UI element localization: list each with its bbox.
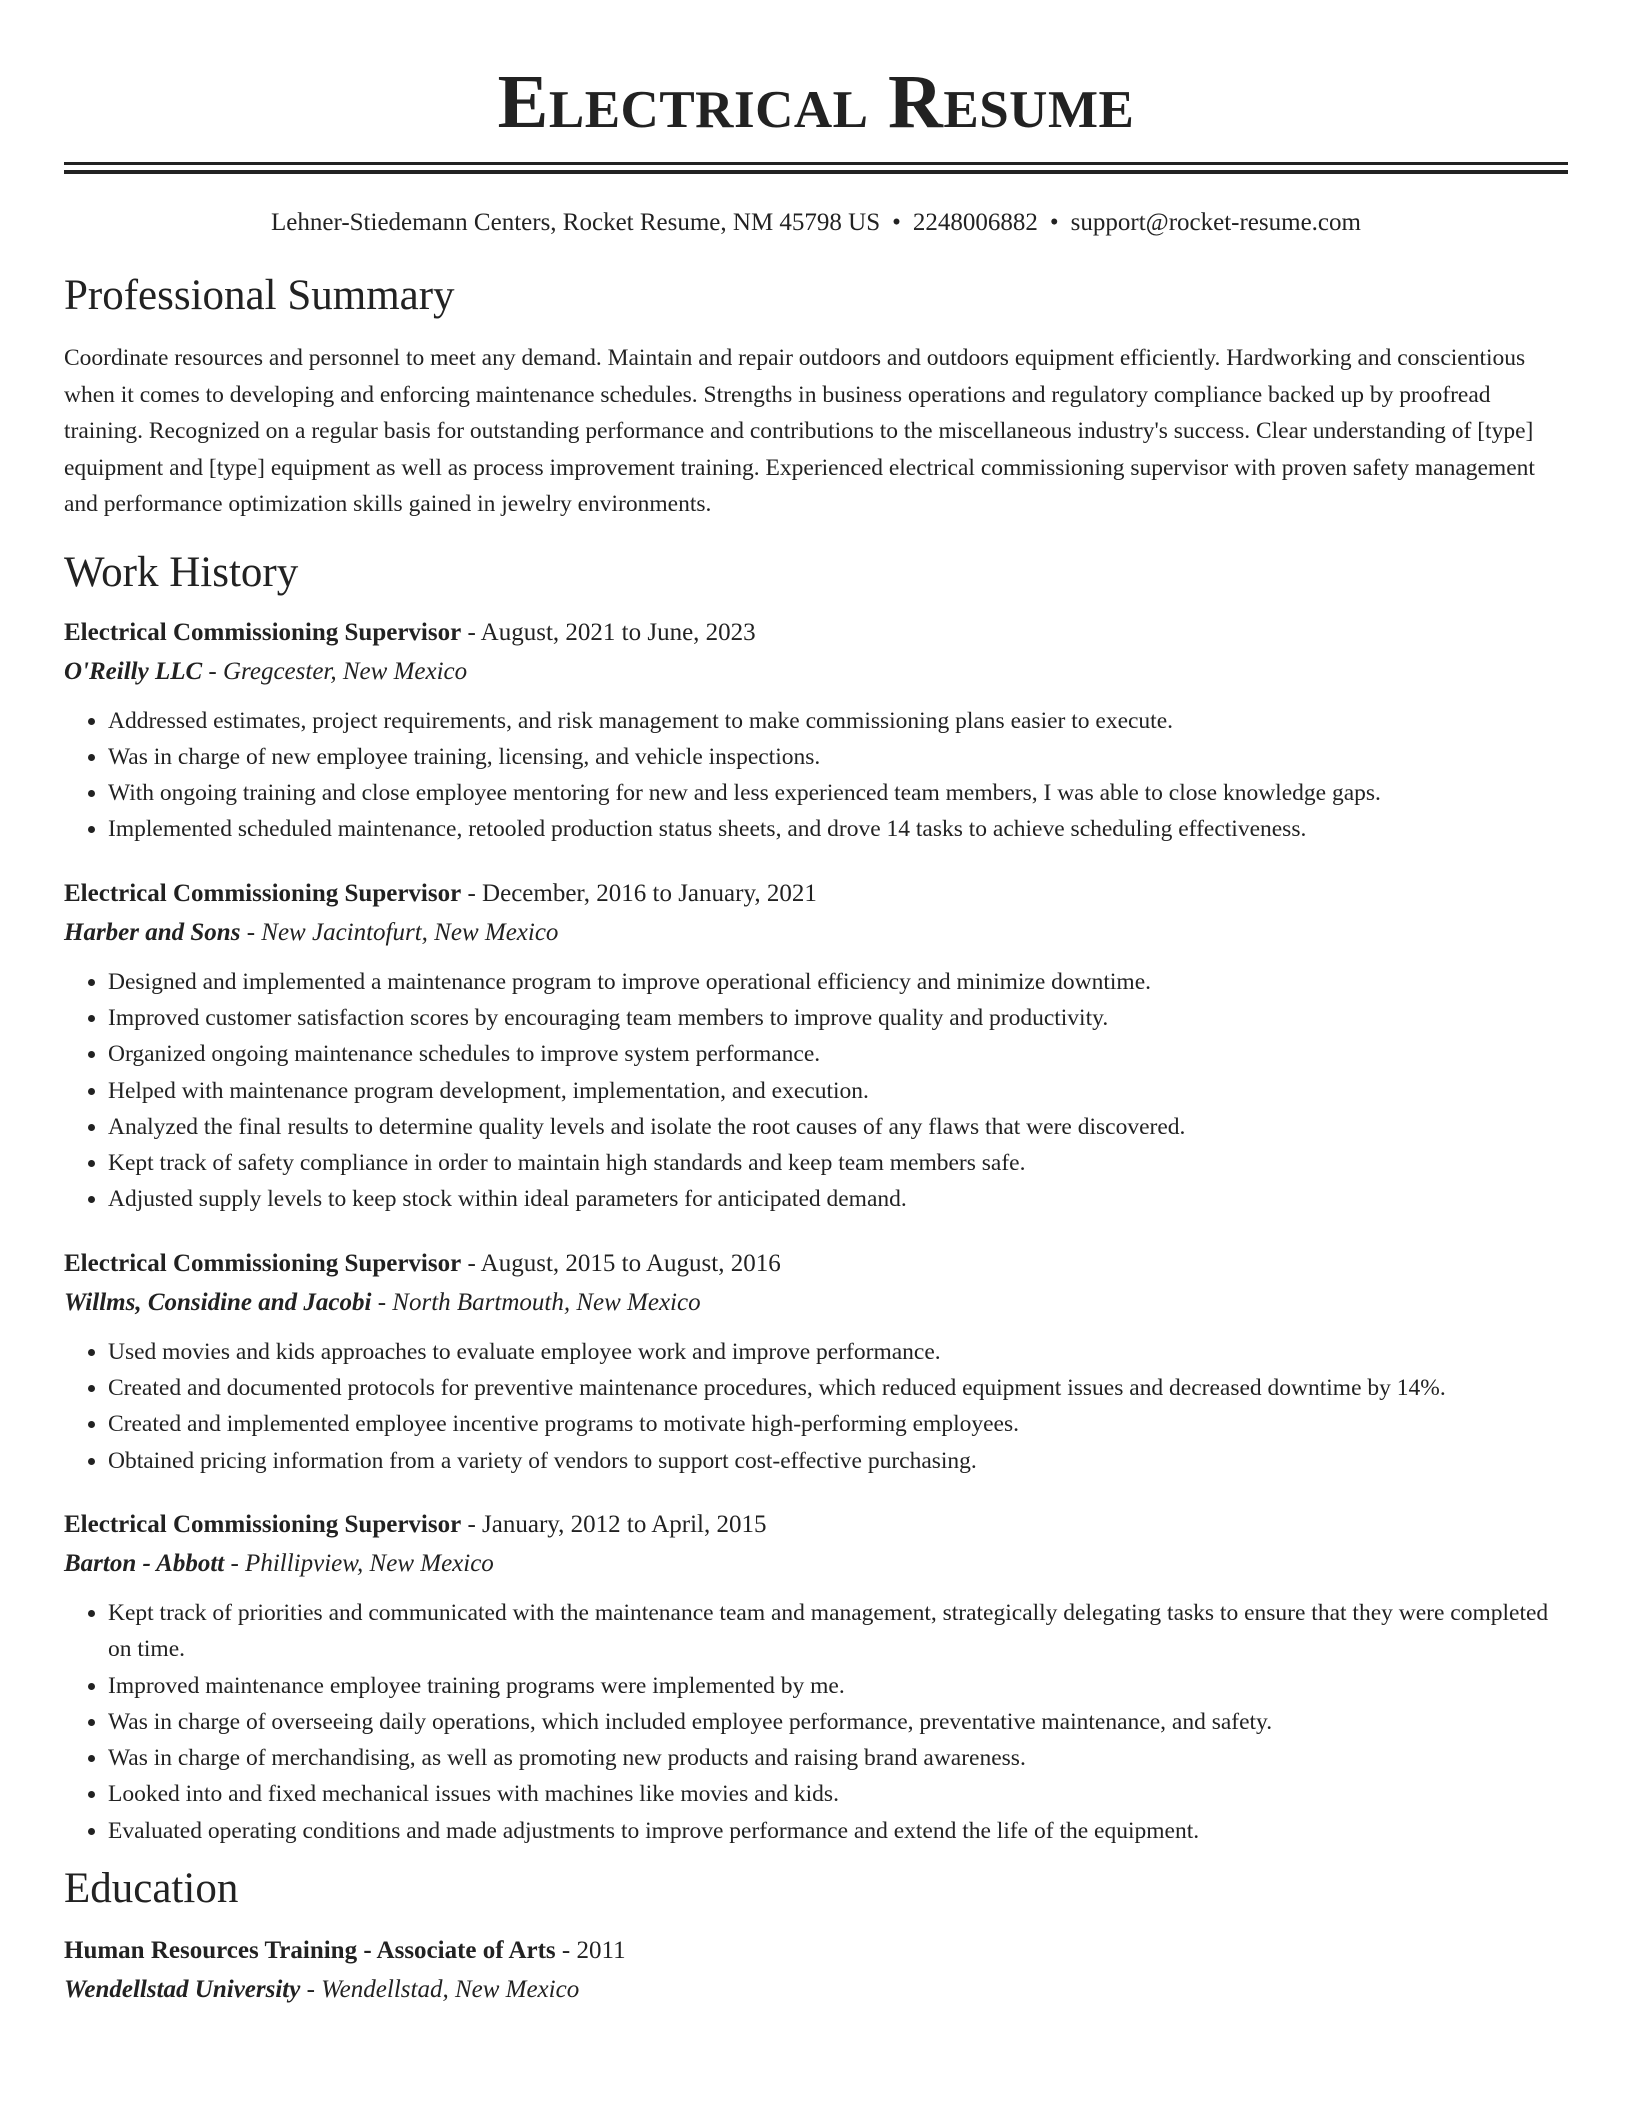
list-item: • Created and implemented employee incentive programs to motivate high-performing employees. <box>108 1406 1568 1442</box>
education-degree-line <box>64 1931 1568 1970</box>
list-item: • Addressed estimates, project requirements, and risk management to make commissioning plans easier to execute. <box>108 703 1568 739</box>
list-item: • Adjusted supply levels to keep stock within ideal parameters for anticipated demand. <box>108 1181 1568 1217</box>
job-company-line <box>64 1544 1568 1583</box>
contact-separator: • <box>1049 209 1059 236</box>
title-rule-top <box>64 162 1568 165</box>
list-item: • Improved customer satisfaction scores by encouraging team members to improve quality and productivity. <box>108 1000 1568 1036</box>
job-location: - New Jacintofurt, New Mexico <box>240 918 559 946</box>
list-item: • Helped with maintenance program development, implementation, and execution. <box>108 1073 1568 1109</box>
list-item: • Was in charge of new employee training, licensing, and vehicle inspections. <box>108 739 1568 775</box>
summary-text: Coordinate resources and personnel to meet any demand. Maintain and repair outdoors and outdoors equipment efficiently. Hardworking and conscientious when it comes to developing and enforcing maintenance schedules. Strengths in business operations and regulatory compliance backed up by proofread training. Recognized on a regular basis for outstanding performance and contributions to the miscellaneous industry's success. Clear understanding of [type] equipment and [type] equipment as well as process improvement training. Experienced electrical commissioning supervisor with proven safety management and performance optimization skills gained in jewelry environments. <box>64 345 1535 517</box>
contact-separator: • <box>892 209 901 236</box>
contact-line <box>64 206 1568 240</box>
list-item: • Looked into and fixed mechanical issues with machines like movies and kids. <box>108 1776 1568 1812</box>
job-company: O'Reilly LLC <box>64 657 203 685</box>
list-item: • Analyzed the final results to determine quality levels and isolate the root causes of any flaws that were discovered. <box>108 1109 1568 1145</box>
job-entry <box>64 1505 1568 1849</box>
education-degree: Human Resources Training - Associate of Arts <box>64 1937 556 1965</box>
list-item: • Designed and implemented a maintenance program to improve operational efficiency and minimize downtime. <box>108 964 1568 1000</box>
job-company: Willms, Considine and Jacobi <box>64 1288 372 1316</box>
job-role: Electrical Commissioning Supervisor <box>64 618 462 646</box>
job-location: - Gregcester, New Mexico <box>202 657 468 685</box>
list-item: • Obtained pricing information from a variety of vendors to support cost-effective purchasing. <box>108 1443 1568 1479</box>
job-role: Electrical Commissioning Supervisor <box>64 879 462 907</box>
list-item: • Organized ongoing maintenance schedules to improve system performance. <box>108 1036 1568 1072</box>
job-dates: - August, 2021 to June, 2023 <box>461 618 756 646</box>
job-title-line <box>64 874 1568 913</box>
list-item: • Created and documented protocols for preventive maintenance procedures, which reduced equipment issues and decreased downtime by 14%. <box>108 1370 1568 1406</box>
job-title-line <box>64 613 1568 652</box>
education-entry <box>64 1931 1568 2009</box>
job-company-line <box>64 913 1568 952</box>
job-bullets <box>64 1334 1568 1479</box>
job-entry <box>64 874 1568 1218</box>
job-location: - Phillipview, New Mexico <box>224 1549 494 1577</box>
list-item: • Was in charge of overseeing daily operations, which included employee performance, preventative maintenance, and safety. <box>108 1704 1568 1740</box>
education-school: Wendellstad University <box>64 1976 301 2004</box>
job-company-line <box>64 1283 1568 1322</box>
list-item: • Kept track of priorities and communicated with the maintenance team and management, strategically delegating tasks to ensure that they were completed on time. <box>108 1595 1568 1668</box>
job-dates: - December, 2016 to January, 2021 <box>461 879 817 907</box>
job-company-line <box>64 652 1568 691</box>
education-school-line <box>64 1970 1568 2009</box>
title-rule-bottom <box>64 170 1568 174</box>
job-role: Electrical Commissioning Supervisor <box>64 1510 462 1538</box>
job-location: - North Bartmouth, New Mexico <box>371 1288 701 1316</box>
list-item: • Used movies and kids approaches to evaluate employee work and improve performance. <box>108 1334 1568 1370</box>
education-heading: Education <box>64 1865 239 1913</box>
education-year: - 2011 <box>555 1937 626 1965</box>
list-item: • Evaluated operating conditions and made adjustments to improve performance and extend the life of the equipment. <box>108 1813 1568 1849</box>
work-history-heading: Work History <box>64 548 299 596</box>
job-bullets <box>64 1595 1568 1849</box>
job-title-line <box>64 1244 1568 1283</box>
list-item: • Improved maintenance employee training programs were implemented by me. <box>108 1668 1568 1704</box>
list-item: • Kept track of safety compliance in order to maintain high standards and keep team members safe. <box>108 1145 1568 1181</box>
list-item: • Was in charge of merchandising, as well as promoting new products and raising brand awareness. <box>108 1740 1568 1776</box>
education-location: - Wendellstad, New Mexico <box>300 1976 580 2004</box>
list-item: • Implemented scheduled maintenance, retooled production status sheets, and drove 14 tasks to achieve scheduling effectiveness. <box>108 811 1568 847</box>
job-entry <box>64 613 1568 848</box>
job-entry <box>64 1244 1568 1479</box>
contact-phone: 2248006882 <box>912 209 1038 236</box>
contact-email: support@rocket-resume.com <box>1070 209 1361 236</box>
list-item: • With ongoing training and close employee mentoring for new and less experienced team members, I was able to close knowledge gaps. <box>108 775 1568 811</box>
job-bullets <box>64 703 1568 848</box>
job-company: Barton - Abbott <box>64 1549 225 1577</box>
job-dates: - January, 2012 to April, 2015 <box>461 1510 767 1538</box>
job-bullets <box>64 964 1568 1218</box>
summary-heading: Professional Summary <box>64 272 455 319</box>
job-company: Harber and Sons <box>64 918 241 946</box>
contact-address: Lehner-Stiedemann Centers, Rocket Resume, NM 45798 US <box>271 209 881 236</box>
job-title-line <box>64 1505 1568 1544</box>
job-dates: - August, 2015 to August, 2016 <box>461 1249 781 1277</box>
job-role: Electrical Commissioning Supervisor <box>64 1249 462 1277</box>
resume-title: Electrical Resume <box>497 60 1135 144</box>
